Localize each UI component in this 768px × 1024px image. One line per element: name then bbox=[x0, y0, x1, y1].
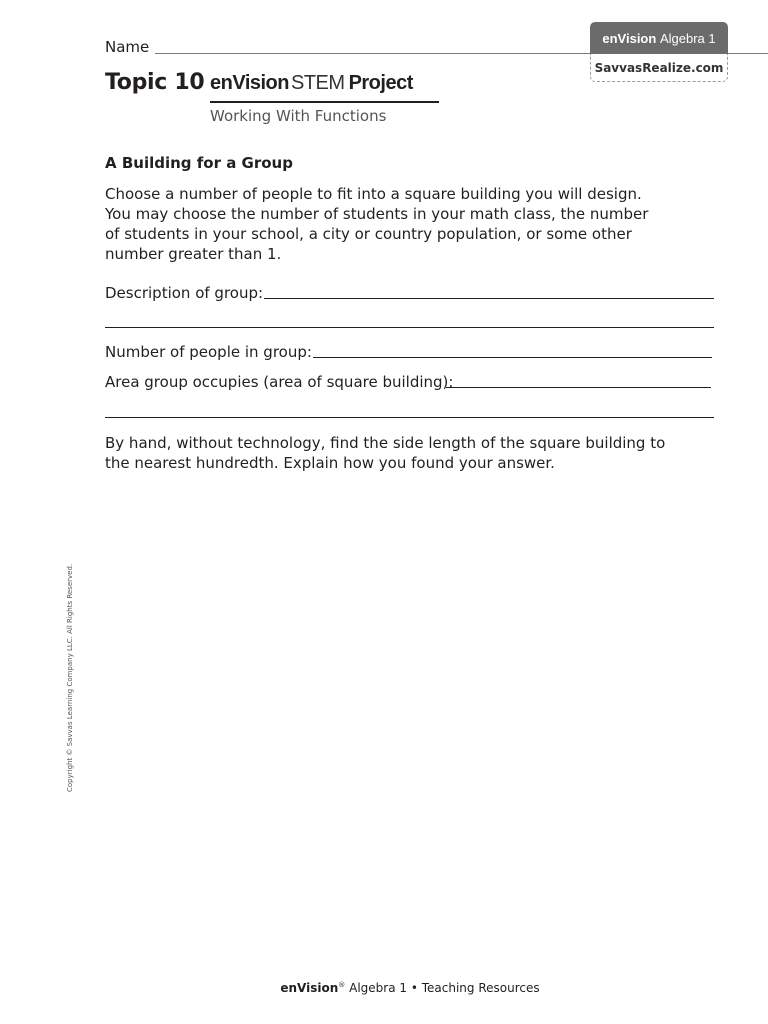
task-line: By hand, without technology, find the side length of the square building to bbox=[105, 434, 666, 452]
number-of-people-answer-line[interactable] bbox=[313, 357, 712, 358]
description-answer-line[interactable] bbox=[264, 298, 714, 299]
copyright-notice: Copyright © Savvas Learning Company LLC. All Rights Reserved. bbox=[66, 563, 74, 792]
savvas-realize-link[interactable]: SavvasRealize.com bbox=[590, 54, 728, 82]
page-subtitle: Working With Functions bbox=[210, 107, 387, 125]
intro-line: of students in your school, a city or country population, or some other bbox=[105, 225, 632, 243]
name-label: Name bbox=[105, 38, 150, 56]
area-answer-line-2[interactable] bbox=[105, 417, 714, 418]
badge-brand: enVision bbox=[602, 30, 657, 46]
footer-brand: enVision bbox=[280, 981, 339, 995]
task-paragraph bbox=[105, 433, 705, 473]
intro-line: You may choose the number of students in your math class, the number bbox=[105, 205, 649, 223]
intro-line: number greater than 1. bbox=[105, 245, 282, 263]
intro-line: Choose a number of people to fit into a square building you will design. bbox=[105, 185, 642, 203]
topic-title: Topic 10 bbox=[105, 70, 205, 95]
envision-algebra-badge bbox=[590, 22, 728, 54]
badge-product: Algebra 1 bbox=[659, 30, 716, 46]
envision-stem-project-logo bbox=[210, 72, 413, 95]
area-answer-line[interactable] bbox=[446, 387, 711, 388]
intro-paragraph bbox=[105, 184, 665, 264]
description-label: Description of group: bbox=[105, 284, 264, 302]
footer-reg-mark: ® bbox=[338, 981, 346, 989]
area-label: Area group occupies (area of square building): bbox=[105, 373, 454, 391]
section-heading: A Building for a Group bbox=[105, 154, 293, 172]
number-of-people-label: Number of people in group: bbox=[105, 343, 312, 361]
stem-brand-en: enVision bbox=[210, 72, 289, 94]
header-rule bbox=[210, 101, 439, 103]
footer-text: Algebra 1 • Teaching Resources bbox=[345, 981, 540, 995]
stem-brand-stem: STEM bbox=[291, 72, 345, 94]
stem-brand-project: Project bbox=[348, 72, 413, 94]
page-footer bbox=[0, 981, 768, 995]
task-line: the nearest hundredth. Explain how you found your answer. bbox=[105, 454, 555, 472]
description-answer-line-2[interactable] bbox=[105, 327, 714, 328]
